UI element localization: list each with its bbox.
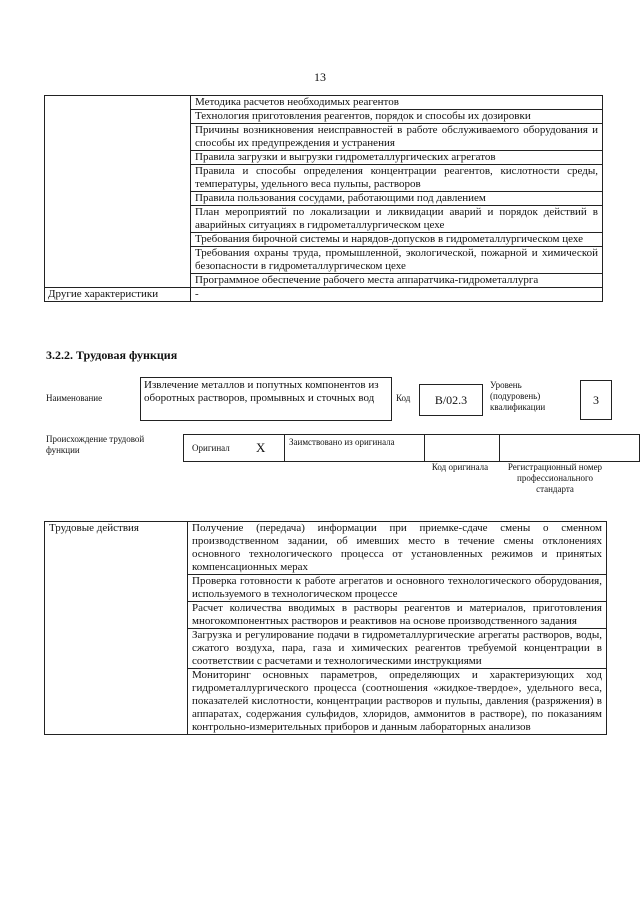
knowledge-table	[44, 95, 603, 302]
other-characteristics-label: Другие характеристики	[45, 288, 191, 302]
reg-number-cell	[500, 434, 640, 462]
original-mark: X	[256, 440, 266, 455]
table-row	[45, 288, 603, 302]
action-item: Мониторинг основных параметров, определяющих и характеризующих ход гидрометаллургического процесса (соотношения «жидкое-твердое», удельного веса, показателей кислотности, концентрации растворов и пульпы, давления (разряжения) в аппаратах, содержания сульфидов, хлоридов, аммонитов в растворе), по показаниям контрольно-измерительных приборов и данным лабораторных анализов	[188, 669, 607, 735]
knowledge-label-cell	[45, 96, 191, 288]
knowledge-item: Правила пользования сосудами, работающими под давлением	[191, 192, 603, 206]
knowledge-item: Методика расчетов необходимых реагентов	[191, 96, 603, 110]
borrowed-label: Заимствовано из оригинала	[289, 437, 395, 447]
actions-table	[44, 521, 607, 735]
other-characteristics-value: -	[191, 288, 603, 302]
code-original-cell	[425, 434, 500, 462]
function-name-box: Извлечение металлов и попутных компонентов из оборотных растворов, промывных и сточных вод	[140, 377, 392, 421]
code-original-caption: Код оригинала	[431, 462, 489, 472]
section-title: 3.2.2. Трудовая функция	[46, 348, 178, 362]
page-number: 13	[314, 70, 326, 84]
origin-label: Происхождение трудовой функции	[46, 434, 145, 455]
reg-number-caption: Регистрационный номер профессионального стандарта	[507, 462, 603, 494]
knowledge-item: Программное обеспечение рабочего места аппаратчика-гидрометаллурга	[191, 274, 603, 288]
action-item: Расчет количества вводимых в растворы реагентов и материалов, приготовления многокомпонентных растворов и реактивов на основе производственного задания	[188, 602, 607, 629]
knowledge-item: Технология приготовления реагентов, порядок и способы их дозировки	[191, 110, 603, 124]
action-item: Получение (передача) информации при приемке-сдаче смены о сменном производственном задании, об имевших место в течение смены отклонениях основного технологического процесса от установленных режимов и принятых компенсационных мерах	[188, 522, 607, 575]
function-code-box: B/02.3	[419, 384, 483, 416]
knowledge-item: Правила загрузки и выгрузки гидрометаллургических агрегатов	[191, 151, 603, 165]
action-item: Проверка готовности к работе агрегатов и основного технологического оборудования, используемого в технологическом процессе	[188, 575, 607, 602]
knowledge-item: Правила и способы определения концентрации реагентов, кислотности среды, температуры, удельного веса пульпы, растворов	[191, 165, 603, 192]
original-label: Оригинал	[192, 443, 230, 453]
level-box: 3	[580, 380, 612, 420]
name-label: Наименование	[46, 393, 103, 403]
knowledge-item: Требования охраны труда, промышленной, экологической, пожарной и химической безопасности в гидрометаллургическом цехе	[191, 247, 603, 274]
borrowed-cell	[285, 434, 425, 462]
level-label: Уровень (подуровень) квалификации	[490, 380, 546, 412]
original-cell	[183, 434, 285, 462]
knowledge-item: План мероприятий по локализации и ликвидации аварий и порядок действий в аварийных ситуациях в гидрометаллургическом цехе	[191, 206, 603, 233]
knowledge-item: Требования бирочной системы и нарядов-допусков в гидрометаллургическом цехе	[191, 233, 603, 247]
origin-row	[183, 434, 640, 462]
action-item: Загрузка и регулирование подачи в гидрометаллургические агрегаты растворов, воды, сжатого воздуха, пара, газа и химических реагентов требуемой концентрации в соответствии с расчетами и технологическими инструкциями	[188, 629, 607, 669]
table-row	[45, 522, 607, 575]
code-label: Код	[396, 393, 411, 403]
table-row	[45, 96, 603, 110]
knowledge-item: Причины возникновения неисправностей в работе обслуживаемого оборудования и способы их предупреждения и устранения	[191, 124, 603, 151]
actions-label: Трудовые действия	[45, 522, 188, 735]
